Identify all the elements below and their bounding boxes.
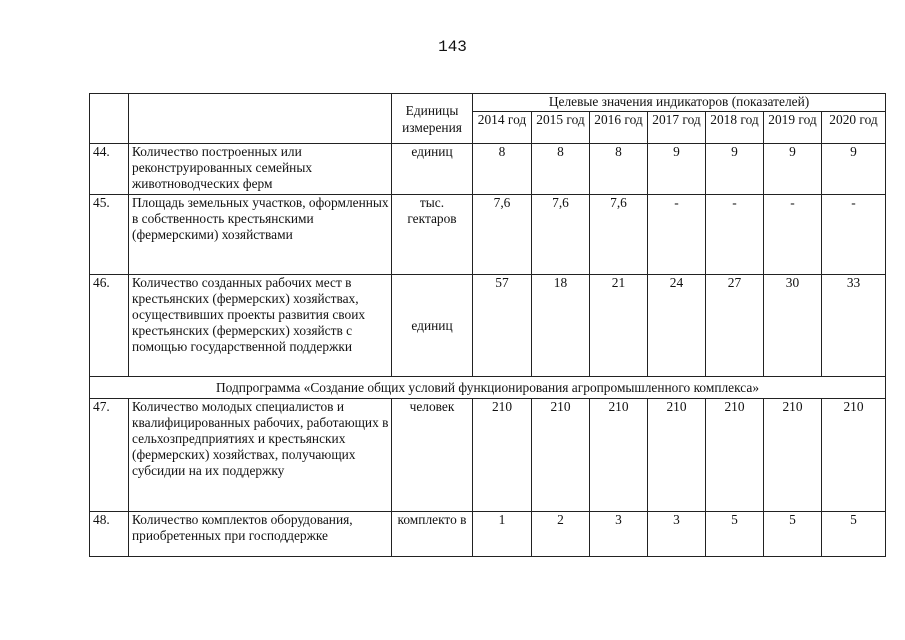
row-number: 45. [90,195,129,275]
indicator-value: 210 [590,399,648,512]
indicator-name: Количество созданных рабочих мест в крестьянских (фермерских) хозяйствах, осуществивших проекты развития своих крестьянских (фермерских) хозяйств с помощью государственной поддержки [129,275,392,377]
page-number: 143 [438,38,467,56]
table-row [90,144,886,195]
indicator-value: 210 [822,399,886,512]
table-row [90,195,886,275]
indicator-value: 210 [532,399,590,512]
indicator-value: - [764,195,822,275]
indicator-value: 8 [590,144,648,195]
indicator-value: 5 [822,512,886,557]
indicator-value: 9 [764,144,822,195]
indicator-unit: единиц [392,144,473,195]
header-units: Единицы измерения [392,94,473,144]
header-year: 2018 год [706,112,764,144]
header-year: 2014 год [473,112,532,144]
indicator-value: 21 [590,275,648,377]
header-num-cell [90,94,129,144]
indicator-unit: комплекто в [392,512,473,557]
header-year: 2015 год [532,112,590,144]
indicator-value: 7,6 [590,195,648,275]
indicator-value: 5 [706,512,764,557]
table-row [90,275,886,377]
indicator-value: 210 [473,399,532,512]
indicator-value: 9 [706,144,764,195]
indicator-value: 9 [822,144,886,195]
indicator-value: 1 [473,512,532,557]
header-targets: Целевые значения индикаторов (показателей) [473,94,886,112]
header-year: 2019 год [764,112,822,144]
indicator-name: Количество комплектов оборудования, приобретенных при господдержке [129,512,392,557]
row-number: 48. [90,512,129,557]
indicator-value: 3 [648,512,706,557]
indicator-value: 8 [473,144,532,195]
indicator-value: 210 [706,399,764,512]
indicator-value: 8 [532,144,590,195]
header-year: 2016 год [590,112,648,144]
indicator-value: 9 [648,144,706,195]
indicator-value: - [706,195,764,275]
indicator-value: 30 [764,275,822,377]
header-year: 2020 год [822,112,886,144]
indicators-table [89,93,886,557]
row-number: 46. [90,275,129,377]
indicator-unit: единиц [392,275,473,377]
indicator-value: 27 [706,275,764,377]
indicator-value: 7,6 [473,195,532,275]
indicator-name: Количество молодых специалистов и квалифицированных рабочих, работающих в сельхозпредприятиях и крестьянских (фермерских) хозяйствах, получающих субсидии на их поддержку [129,399,392,512]
row-number: 44. [90,144,129,195]
row-number: 47. [90,399,129,512]
indicator-value: 24 [648,275,706,377]
header-name-cell [129,94,392,144]
indicator-name: Количество построенных или реконструированных семейных животноводческих ферм [129,144,392,195]
indicator-name: Площадь земельных участков, оформленных в собственность крестьянскими (фермерскими) хозяйствами [129,195,392,275]
indicator-value: 3 [590,512,648,557]
indicator-value: 210 [648,399,706,512]
indicator-value: 5 [764,512,822,557]
indicator-value: 33 [822,275,886,377]
indicator-value: 18 [532,275,590,377]
indicator-value: 210 [764,399,822,512]
header-row [90,94,886,112]
indicator-value: 2 [532,512,590,557]
header-year: 2017 год [648,112,706,144]
table-row [90,512,886,557]
indicator-value: 7,6 [532,195,590,275]
indicator-unit: тыс. гектаров [392,195,473,275]
indicator-value: - [648,195,706,275]
indicator-value: 57 [473,275,532,377]
subprogram-title: Подпрограмма «Создание общих условий функционирования агропромышленного комплекса» [90,377,886,399]
indicator-value: - [822,195,886,275]
table-row [90,399,886,512]
subprogram-row [90,377,886,399]
indicator-unit: человек [392,399,473,512]
